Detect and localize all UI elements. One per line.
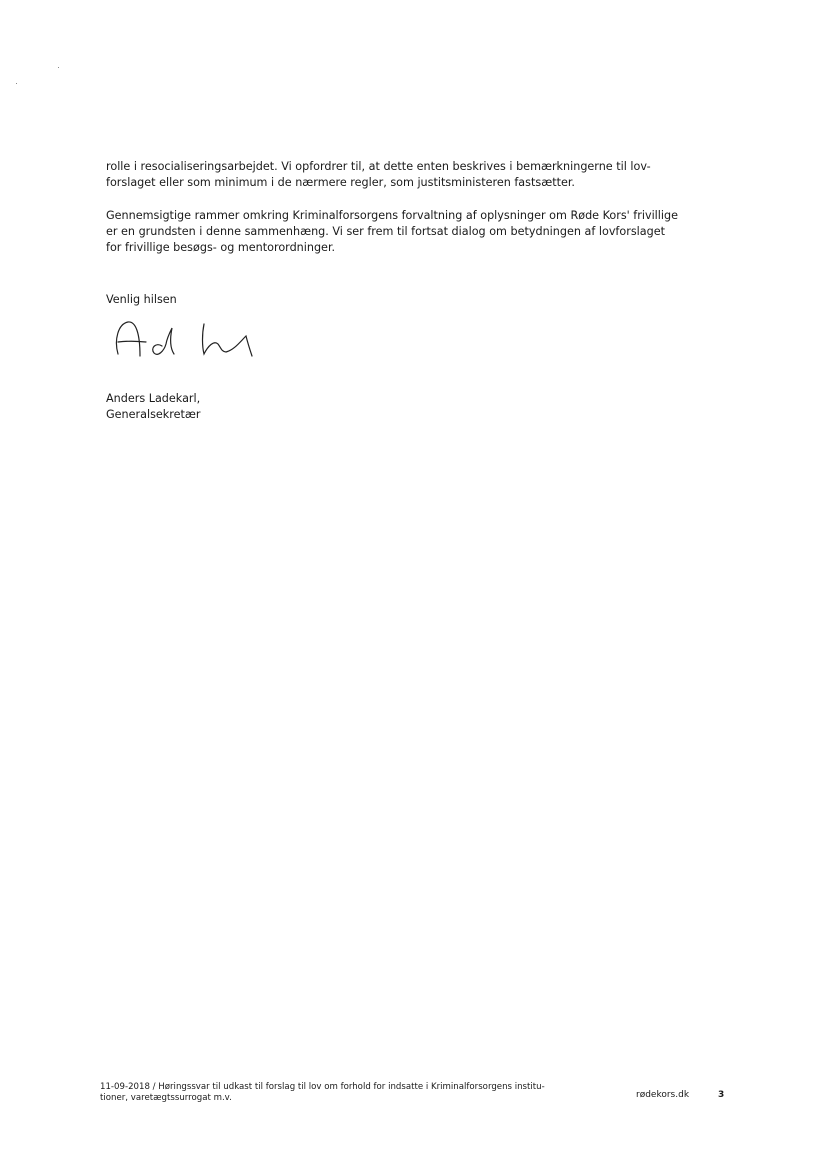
body-paragraph-2: Gennemsigtige rammer omkring Kriminalforsorgens forvaltning af oplysninger om Røde Kors' frivillige er en grundsten i denne sammenhæng. Vi ser frem til fortsat dialog om betydningen af lovforslaget for frivillige besøgs- og mentorordninger. [106,209,678,254]
signer-name: Anders Ladekarl, [106,392,201,405]
closing-salutation: Venlig hilsen [106,293,177,306]
body-paragraph-1: rolle i resocialiseringsarbejdet. Vi opfordrer til, at dette enten beskrives i bemærkningerne til lov- forslaget eller som minimum i de nærmere regler, som justitsministeren fastsætter. [106,160,651,189]
footer-website: rødekors.dk [636,1090,690,1100]
signer-block [106,391,201,423]
scan-speck [58,67,59,68]
page-number: 3 [718,1090,725,1100]
scan-speck [16,83,17,84]
signer-title: Generalsekretær [106,408,201,421]
letter-body [106,159,716,273]
footer-description: 11-09-2018 / Høringssvar til udkast til forslag til lov om forhold for indsatte i Kriminalforsorgens institu- tioner, varetægtssurrogat m.v. [100,1082,545,1103]
handwritten-signature [110,316,260,366]
